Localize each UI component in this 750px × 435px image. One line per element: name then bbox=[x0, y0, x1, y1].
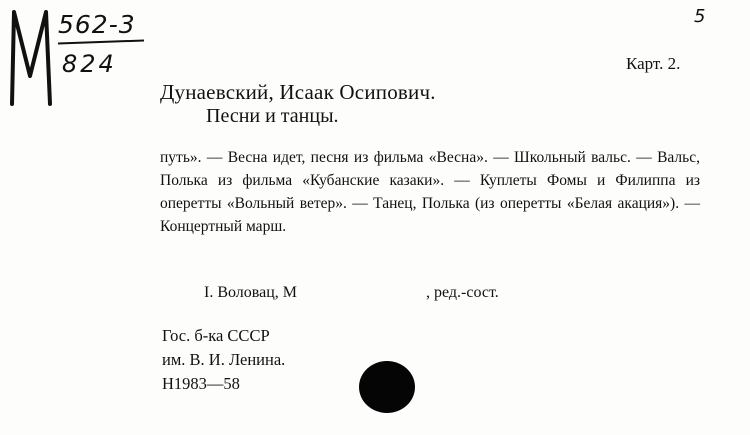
shelfmark-underline bbox=[58, 39, 144, 44]
shelfmark-line-1: 562-3 bbox=[58, 10, 136, 39]
shelfmark-line-2: 824 bbox=[62, 50, 117, 78]
corner-handwritten-note: 5 bbox=[694, 6, 706, 27]
library-line-2: им. В. И. Ленина. bbox=[162, 350, 286, 369]
work-title: Песни и танцы. bbox=[206, 105, 339, 127]
card-number: Карт. 2. bbox=[626, 54, 681, 73]
library-line-1: Гос. б-ка СССР bbox=[162, 326, 270, 345]
ink-stamp-blot bbox=[359, 361, 415, 413]
editor-name: I. Воловац, М bbox=[204, 284, 298, 301]
author-heading: Дунаевский, Исаак Осипович. bbox=[160, 80, 436, 104]
handwritten-m-mark bbox=[6, 6, 54, 108]
editor-role: , ред.-сост. bbox=[426, 284, 499, 301]
library-line-3: Н1983—58 bbox=[162, 374, 240, 393]
contents-note: путь». — Весна идет, песня из фильма «Весна». — Школьный вальс. — Вальс, Полька из фильма «Кубанские казаки». — Куплеты Фомы и Филиппа из оперетты «Вольный ветер». — Танец, Полька (из оперетты «Белая акация»). — Концертный марш. bbox=[160, 149, 700, 235]
library-imprint bbox=[162, 324, 285, 396]
